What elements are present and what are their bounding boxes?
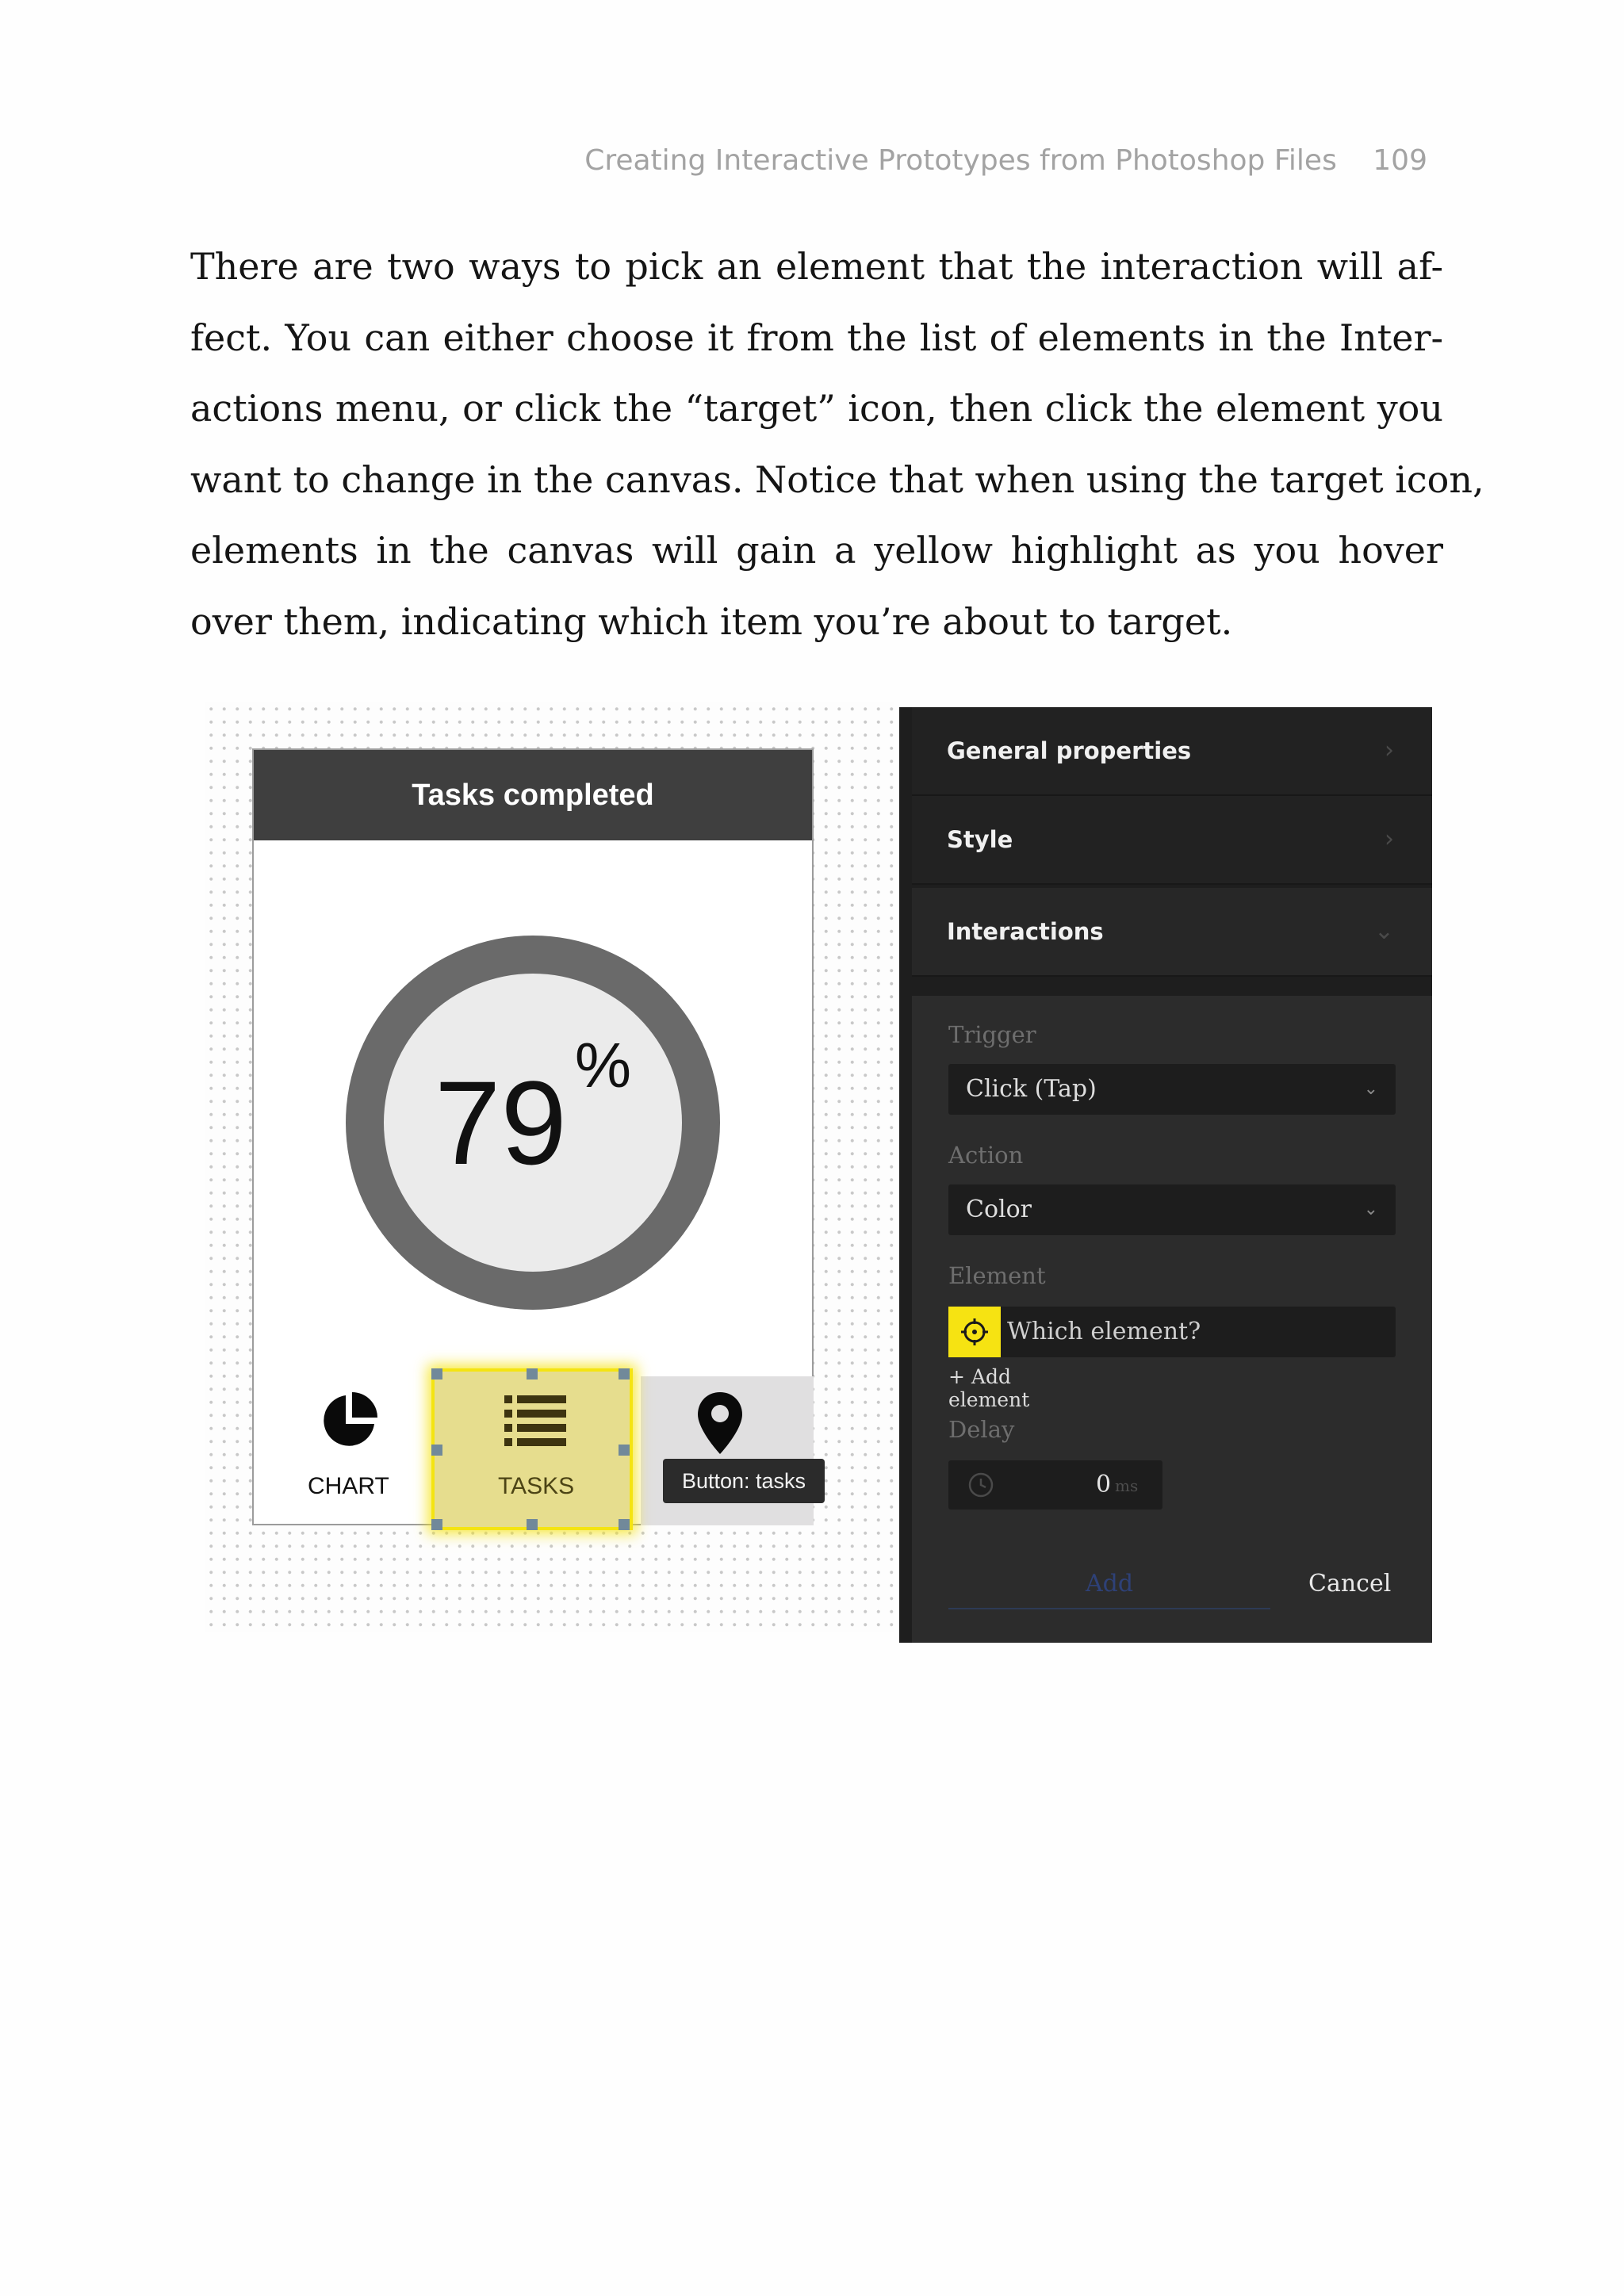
map-pin-icon [695, 1391, 745, 1457]
list-icon [503, 1392, 568, 1449]
section-interactions[interactable] [912, 888, 1432, 977]
resize-handle[interactable] [527, 1368, 538, 1380]
tab-chart-label[interactable]: CHART [308, 1473, 389, 1499]
body-line: want to change in the canvas. Notice that when using the target icon, [190, 457, 1484, 501]
chevron-right-icon: › [1385, 737, 1394, 764]
pie-chart-icon [317, 1389, 381, 1452]
chevron-down-icon: ⌄ [1363, 1200, 1378, 1219]
body-line: There are two ways to pick an element that the interaction will af- [190, 245, 1443, 288]
add-button[interactable]: Add [948, 1559, 1270, 1609]
phone-header[interactable] [254, 750, 812, 840]
trigger-label: Trigger [948, 1021, 1036, 1048]
section-title: General properties [947, 737, 1192, 764]
tab-tasks-highlighted[interactable] [431, 1368, 633, 1530]
target-button[interactable] [948, 1307, 1001, 1357]
target-icon [959, 1317, 990, 1347]
body-line: over them, indicating which item you’re about to target. [190, 599, 1233, 643]
page-number: 109 [1373, 144, 1427, 177]
body-paragraph [190, 232, 1484, 658]
element-field[interactable] [948, 1307, 1396, 1357]
resize-handle[interactable] [431, 1445, 442, 1456]
delay-unit: ms [1115, 1476, 1139, 1495]
element-tooltip [663, 1459, 825, 1503]
cancel-button[interactable]: Cancel [1308, 1570, 1392, 1598]
delay-value: 0 [1096, 1471, 1112, 1498]
chevron-right-icon: › [1385, 825, 1394, 853]
chevron-down-icon: ⌄ [1373, 917, 1394, 945]
tab-tasks-label: TASKS [498, 1473, 575, 1499]
action-select[interactable] [948, 1184, 1396, 1235]
resize-handle[interactable] [431, 1519, 442, 1530]
section-title: Style [947, 826, 1013, 853]
resize-handle[interactable] [619, 1519, 630, 1530]
chevron-down-icon: ⌄ [1363, 1079, 1378, 1099]
delay-input[interactable] [948, 1460, 1162, 1510]
resize-handle[interactable] [619, 1368, 630, 1380]
element-label: Element [948, 1262, 1046, 1289]
delay-label: Delay [948, 1416, 1015, 1443]
element-placeholder: Which element? [1007, 1318, 1201, 1345]
section-style[interactable] [912, 796, 1432, 885]
body-line: actions menu, or click the “target” icon, then click the element you [190, 387, 1443, 430]
body-line: elements in the canvas will gain a yellow highlight as you hover [190, 529, 1443, 572]
add-element-link[interactable]: + Add element [948, 1365, 1030, 1411]
running-head [584, 144, 1427, 177]
trigger-value: Click (Tap) [966, 1075, 1097, 1103]
trigger-select[interactable] [948, 1064, 1396, 1115]
section-title: Interactions [947, 918, 1104, 945]
section-general-properties[interactable] [912, 707, 1432, 796]
progress-percent-symbol: % [574, 1030, 631, 1100]
progress-readout [346, 936, 720, 1310]
progress-ring[interactable] [346, 936, 720, 1310]
running-head-title: Creating Interactive Prototypes from Photoshop Files [584, 144, 1337, 177]
header-title: Tasks completed [412, 778, 654, 812]
clock-icon [967, 1471, 994, 1498]
resize-handle[interactable] [527, 1519, 538, 1530]
progress-value: 79 [435, 1056, 567, 1189]
action-value: Color [966, 1196, 1032, 1223]
body-line: fect. You can either choose it from the list of elements in the Inter- [190, 316, 1443, 359]
action-label: Action [948, 1142, 1024, 1169]
tooltip-text: Button: tasks [681, 1468, 806, 1493]
resize-handle[interactable] [431, 1368, 442, 1380]
resize-handle[interactable] [619, 1445, 630, 1456]
